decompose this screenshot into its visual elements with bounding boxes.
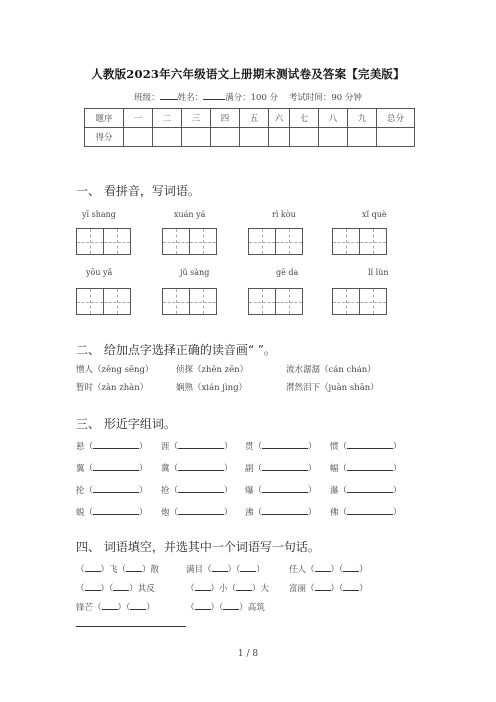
score-cell[interactable] — [290, 128, 319, 147]
table-cell: 八 — [319, 109, 348, 128]
table-cell: 七 — [290, 109, 319, 128]
pronunciation-item: 潸然泪下（juàn shān） — [286, 383, 379, 393]
pinyin-label: yī shang — [82, 210, 116, 219]
sentence-answer-line[interactable] — [76, 626, 186, 627]
word-form-item[interactable]: 爆（ ） — [245, 483, 317, 496]
table-cell: 六 — [269, 109, 290, 128]
pinyin-label: rì kòu — [272, 210, 296, 219]
word-form-item[interactable]: 副（ ） — [245, 461, 317, 474]
word-form-item[interactable]: 悬（ ） — [76, 439, 148, 452]
section1-heading: 一、 看拼音，写词语。 — [76, 184, 200, 198]
idiom-fill-item[interactable]: 锋芒（ ）（ ） — [76, 600, 155, 613]
idiom-fill-item[interactable]: （ ）（ ）其反 — [76, 581, 155, 594]
score-cell[interactable] — [269, 128, 290, 147]
score-table-header-row — [85, 109, 415, 128]
writing-grid[interactable] — [332, 288, 386, 315]
name-blank — [203, 90, 225, 100]
pronunciation-item: 暂时（zàn zhàn） — [76, 383, 149, 393]
word-form-item[interactable]: 惯（ ） — [330, 439, 402, 452]
table-cell: 总分 — [377, 109, 415, 128]
table-cell: 一 — [124, 109, 153, 128]
idiom-fill-item[interactable]: 富丽（ ）（ ） — [289, 581, 368, 594]
score-cell[interactable] — [211, 128, 240, 147]
pronunciation-item: 侦探（zhēn zēn） — [176, 365, 249, 375]
writing-grid[interactable] — [162, 228, 216, 255]
word-form-item[interactable]: 幅（ ） — [330, 461, 402, 474]
word-form-item[interactable]: 炮（ ） — [161, 505, 233, 518]
word-form-item[interactable]: 瀑（ ） — [330, 483, 402, 496]
pronunciation-item: 流水潺潺（cán chán） — [286, 365, 376, 375]
pronunciation-item: 憎人（zēng sēng） — [76, 365, 154, 375]
exam-time-text: 考试时间：90 分钟 — [288, 93, 362, 103]
writing-grid[interactable] — [332, 228, 386, 255]
pinyin-label: yōu yǎ — [86, 268, 113, 277]
word-form-item[interactable]: 抡（ ） — [76, 483, 148, 496]
score-cell[interactable] — [124, 128, 153, 147]
section4-heading: 四、 词语填空，并选其中一个词语写一句话。 — [76, 540, 320, 554]
word-form-item[interactable]: 冀（ ） — [161, 461, 233, 474]
table-cell: 得分 — [85, 128, 124, 147]
word-form-item[interactable]: 贯（ ） — [245, 439, 317, 452]
word-form-item[interactable]: 佛（ ） — [330, 505, 402, 518]
idiom-fill-item[interactable]: 任人（ ）（ ） — [289, 562, 368, 575]
class-blank — [160, 90, 178, 100]
word-form-item[interactable]: 沸（ ） — [245, 505, 317, 518]
table-cell: 题序 — [85, 109, 124, 128]
table-cell: 五 — [240, 109, 269, 128]
score-cell[interactable] — [319, 128, 348, 147]
word-form-item[interactable]: 抢（ ） — [161, 483, 233, 496]
table-cell: 四 — [211, 109, 240, 128]
score-cell[interactable] — [182, 128, 211, 147]
writing-grid[interactable] — [76, 228, 130, 255]
score-cell[interactable] — [240, 128, 269, 147]
document-title: 人教版2023年六年级语文上册期末测试卷及答案【完美版】 — [91, 67, 405, 81]
score-cell[interactable] — [153, 128, 182, 147]
class-label: 班级： — [134, 93, 160, 103]
pinyin-label: xǐ què — [362, 210, 387, 219]
word-form-item[interactable]: 蜕（ ） — [76, 505, 148, 518]
idiom-fill-item[interactable]: （ ）飞（ ）散 — [76, 562, 159, 575]
full-score-text: 满分：100 分 — [225, 93, 279, 103]
writing-grid[interactable] — [248, 288, 302, 315]
name-label: 姓名： — [177, 93, 204, 103]
pinyin-label: lǐ lùn — [368, 268, 389, 277]
table-cell: 三 — [182, 109, 211, 128]
page-number: 1 / 8 — [237, 649, 259, 659]
word-form-item[interactable]: 翼（ ） — [76, 461, 148, 474]
section2-heading: 二、 给加点字选择正确的读音画“ ”。 — [76, 343, 276, 357]
writing-grid[interactable] — [76, 288, 130, 315]
score-table — [84, 108, 415, 147]
score-cell[interactable] — [348, 128, 377, 147]
idiom-fill-item[interactable]: 满目（ ）（ ） — [186, 562, 265, 575]
pinyin-label: jǔ sàng — [180, 268, 210, 277]
table-cell: 二 — [153, 109, 182, 128]
pronunciation-item: 娴熟（xián jìng） — [176, 383, 248, 393]
word-form-item[interactable]: 涯（ ） — [161, 439, 233, 452]
idiom-fill-item[interactable]: （ ）（ ）高筑 — [186, 600, 265, 613]
score-table-score-row — [85, 128, 415, 147]
student-info-line — [0, 90, 496, 103]
pinyin-label: xuán yá — [174, 210, 206, 219]
score-cell[interactable] — [377, 128, 415, 147]
writing-grid[interactable] — [162, 288, 216, 315]
section3-heading: 三、 形近字组词。 — [76, 417, 176, 431]
writing-grid[interactable] — [248, 228, 302, 255]
table-cell: 九 — [348, 109, 377, 128]
idiom-fill-item[interactable]: （ ）小（ ）大 — [186, 581, 269, 594]
pinyin-label: gē da — [276, 268, 299, 277]
